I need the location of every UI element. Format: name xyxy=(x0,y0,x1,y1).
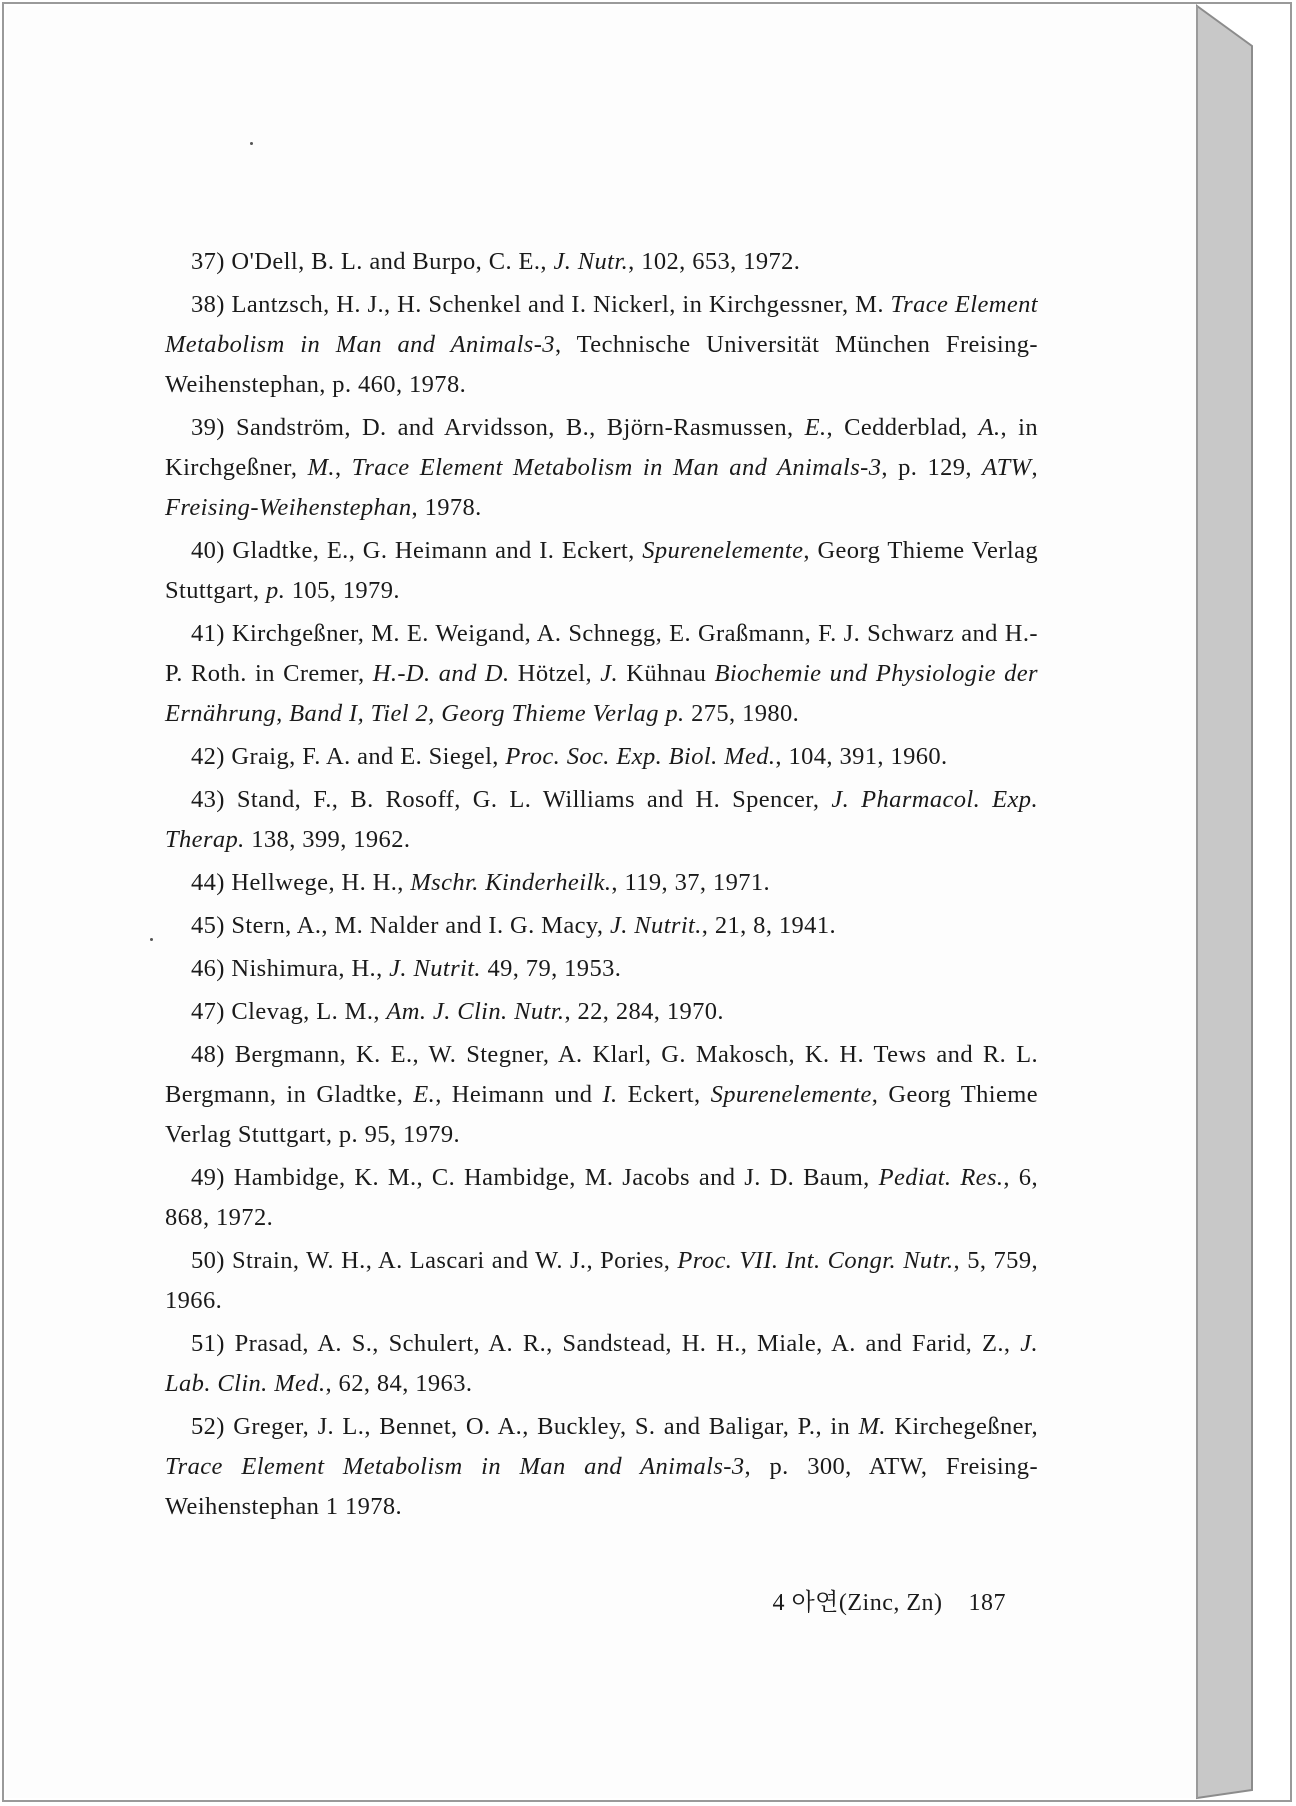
reference-number: 38) xyxy=(191,291,225,318)
page-footer xyxy=(773,1582,1007,1617)
reference-number: 44) xyxy=(191,869,225,896)
reference-text: Eckert, xyxy=(617,1081,711,1108)
reference-text: Clevag, L. M., xyxy=(224,998,387,1025)
reference-italic-text: E. xyxy=(804,414,827,441)
reference-italic-text: Pediat. Res. xyxy=(878,1164,1004,1191)
reference-text: O'Dell, B. L. and Burpo, C. E., xyxy=(224,248,554,275)
reference-number: 43) xyxy=(191,786,225,813)
reference-text: , xyxy=(334,454,352,481)
reference-text: , 104, 391, 1960. xyxy=(775,743,948,770)
reference-text: , in Kirchgeßner, xyxy=(165,414,1038,481)
reference-text: Gladtke, E., G. Heimann and I. Eckert, xyxy=(224,537,643,564)
reference-italic-text: J. Nutrit. xyxy=(389,955,481,982)
reference-text: Kirchegeßner, xyxy=(885,1413,1038,1440)
reference-text: , Cedderblad, xyxy=(826,414,979,441)
reference-text: , Heimann und xyxy=(435,1081,603,1108)
reference-text: Nishimura, H., xyxy=(224,955,390,982)
reference-text: Prasad, A. S., Schulert, A. R., Sandstead, H. H., Miale, A. and Farid, Z., xyxy=(224,1330,1021,1357)
reference-italic-text: ATW xyxy=(982,454,1032,481)
reference-entry xyxy=(165,780,1038,860)
reference-entry xyxy=(165,1158,1038,1238)
reference-text: , 6, 868, 1972. xyxy=(165,1164,1038,1231)
reference-italic-text: H.-D. and D. xyxy=(372,660,510,687)
reference-entry xyxy=(165,1407,1038,1527)
reference-italic-text: J. Nutrit. xyxy=(609,912,702,939)
reference-text: , 119, 37, 1971. xyxy=(611,869,771,896)
reference-number: 46) xyxy=(191,955,225,982)
reference-italic-text: J. Lab. Clin. Med. xyxy=(165,1330,1038,1397)
reference-text: , xyxy=(1031,454,1038,481)
page-speck xyxy=(150,938,153,941)
reference-italic-text: A. xyxy=(978,414,1001,441)
reference-entry xyxy=(165,614,1038,734)
reference-entry xyxy=(165,531,1038,611)
reference-number: 52) xyxy=(191,1413,225,1440)
reference-text: , p. 129, xyxy=(881,454,983,481)
reference-text: Hambidge, K. M., C. Hambidge, M. Jacobs and J. D. Baum, xyxy=(224,1164,879,1191)
reference-text: Greger, J. L., Bennet, O. A., Buckley, S. and Baligar, P., in xyxy=(224,1413,859,1440)
reference-italic-text: M. xyxy=(858,1413,886,1440)
chapter-title: 4 아연(Zinc, Zn) xyxy=(772,1590,943,1616)
reference-text: , 1978. xyxy=(411,494,482,521)
reference-text: , 21, 8, 1941. xyxy=(701,912,837,939)
reference-text: , 102, 653, 1972. xyxy=(628,248,801,275)
reference-italic-text: J. xyxy=(600,660,619,687)
reference-italic-text: Proc. Soc. Exp. Biol. Med. xyxy=(505,743,776,770)
reference-entry xyxy=(165,906,1038,946)
reference-entry xyxy=(165,285,1038,405)
reference-text: , p. 300, ATW, Freising-Weihenstephan 1 1978. xyxy=(165,1453,1038,1520)
reference-italic-text: I. xyxy=(602,1081,618,1108)
reference-italic-text: Freising-Weihenstephan xyxy=(165,494,412,521)
reference-entry xyxy=(165,1035,1038,1155)
reference-number: 42) xyxy=(191,743,225,770)
reference-entry xyxy=(165,863,1038,903)
reference-text: Graig, F. A. and E. Siegel, xyxy=(224,743,506,770)
reference-number: 37) xyxy=(191,248,225,275)
reference-number: 40) xyxy=(191,537,225,564)
reference-italic-text: Trace Element Metabolism in Man and Animals-3 xyxy=(165,1453,745,1480)
reference-italic-text: Spurenelemente xyxy=(710,1081,872,1108)
reference-entry xyxy=(165,992,1038,1032)
reference-text: Kühnau xyxy=(618,660,715,687)
reference-number: 49) xyxy=(191,1164,225,1191)
reference-number: 39) xyxy=(191,414,225,441)
reference-italic-text: Proc. VII. Int. Congr. Nutr. xyxy=(677,1247,954,1274)
reference-number: 51) xyxy=(191,1330,225,1357)
reference-text: , 22, 284, 1970. xyxy=(564,998,724,1025)
reference-entry xyxy=(165,737,1038,777)
reference-list xyxy=(165,242,1038,1530)
reference-number: 41) xyxy=(191,620,225,647)
reference-italic-text: Trace Element Metabolism in Man and Animals-3 xyxy=(351,454,882,481)
reference-text: Sandström, D. and Arvidsson, B., Björn-Rasmussen, xyxy=(224,414,805,441)
reference-text: , 5, 759, 1966. xyxy=(165,1247,1038,1314)
reference-entry xyxy=(165,242,1038,282)
reference-entry xyxy=(165,949,1038,989)
reference-text: , Technische Universität München Freising-Weihenstephan, p. 460, 1978. xyxy=(165,331,1038,398)
reference-text: Stern, A., M. Nalder and I. G. Macy, xyxy=(224,912,610,939)
reference-text: , Georg Thieme Verlag Stuttgart, xyxy=(165,537,1038,604)
reference-italic-text: Spurenelemente xyxy=(642,537,804,564)
reference-text: Stand, F., B. Rosoff, G. L. Williams and H. Spencer, xyxy=(224,786,832,813)
reference-number: 48) xyxy=(191,1041,225,1068)
reference-number: 47) xyxy=(191,998,225,1025)
reference-italic-text: J. Nutr. xyxy=(553,248,629,275)
reference-entry xyxy=(165,408,1038,528)
reference-text: Bergmann, K. E., W. Stegner, A. Klarl, G. Makosch, K. H. Tews and R. L. Bergmann, in Gladtke, xyxy=(165,1041,1038,1108)
reference-italic-text: Mschr. Kinderheilk. xyxy=(410,869,612,896)
reference-italic-text: Biochemie und Physiologie der Ernährung, Band I, Tiel 2, Georg Thieme Verlag p. xyxy=(165,660,1038,727)
reference-italic-text: J. Pharmacol. Exp. Therap. xyxy=(165,786,1038,853)
reference-text: , Georg Thieme Verlag Stuttgart, p. 95, 1979. xyxy=(165,1081,1039,1148)
reference-text: Hellwege, H. H., xyxy=(224,869,411,896)
reference-text: Hötzel, xyxy=(509,660,601,687)
reference-italic-text: Am. J. Clin. Nutr. xyxy=(386,998,565,1025)
reference-text: 49, 79, 1953. xyxy=(480,955,622,982)
reference-entry xyxy=(165,1324,1038,1404)
reference-italic-text: p. xyxy=(266,577,286,604)
reference-italic-text: E. xyxy=(413,1081,436,1108)
reference-text: Lantzsch, H. J., H. Schenkel and I. Nickerl, in Kirchgessner, M. xyxy=(224,291,891,318)
reference-text: Strain, W. H., A. Lascari and W. J., Pories, xyxy=(224,1247,678,1274)
reference-number: 50) xyxy=(191,1247,225,1274)
reference-entry xyxy=(165,1241,1038,1321)
reference-number: 45) xyxy=(191,912,225,939)
reference-text: , 62, 84, 1963. xyxy=(325,1370,473,1397)
page-speck xyxy=(250,142,253,145)
reference-text: Kirchgeßner, M. E. Weigand, A. Schnegg, E. Graßmann, F. J. Schwarz and H.-P. Roth. in Cremer, xyxy=(165,620,1038,687)
reference-text: 105, 1979. xyxy=(285,577,400,604)
reference-italic-text: M. xyxy=(307,454,335,481)
reference-text: 275, 1980. xyxy=(684,700,800,727)
reference-italic-text: Trace Element Metabolism in Man and Animals-3 xyxy=(165,291,1038,358)
reference-text: 138, 399, 1962. xyxy=(244,826,411,853)
page-number: 187 xyxy=(968,1590,1006,1616)
